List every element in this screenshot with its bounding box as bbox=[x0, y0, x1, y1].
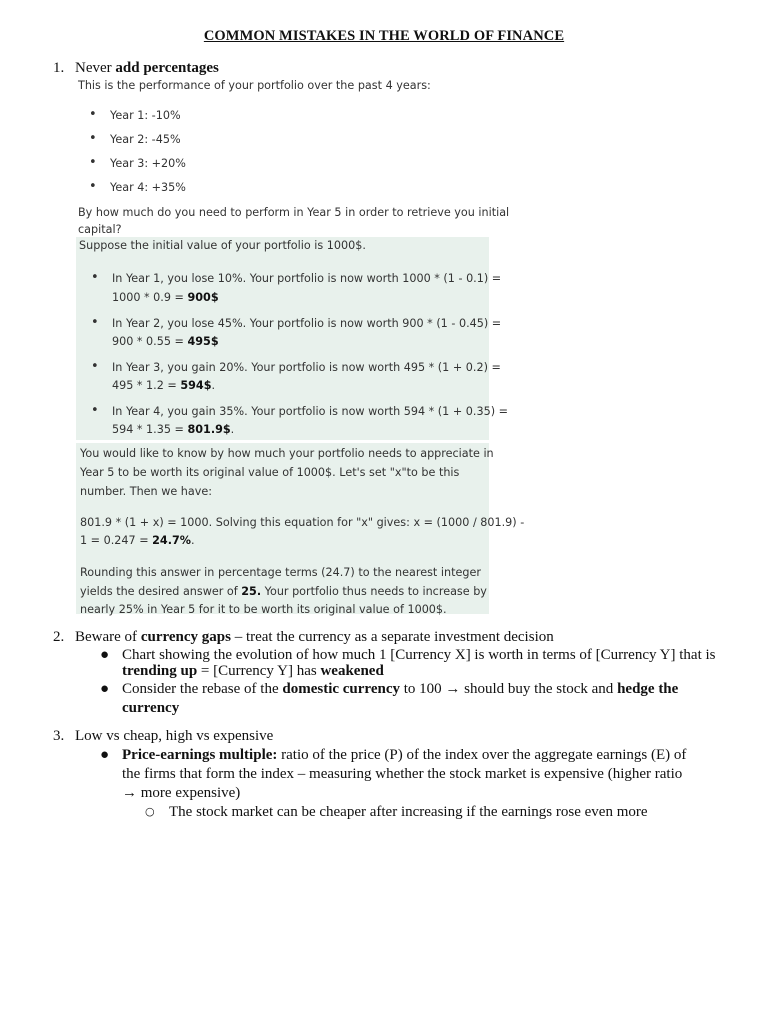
section-3-number: 3. bbox=[53, 728, 65, 744]
step-1-line-1: In Year 1, you lose 10%. Your portfolio is now worth 1000 * (1 - 0.1) = bbox=[112, 272, 502, 285]
section-2-number: 2. bbox=[53, 629, 65, 645]
year-2-item: Year 2: -45% bbox=[110, 133, 181, 146]
portfolio-intro: This is the performance of your portfolio over the past 4 years: bbox=[78, 79, 431, 92]
rounding-line-2: yields the desired answer of 25. Your portfolio thus needs to increase by bbox=[80, 585, 487, 598]
page-title: COMMON MISTAKES IN THE WORLD OF FINANCE bbox=[203, 28, 565, 44]
rounding-line-3: nearly 25% in Year 5 for it to be worth its original value of 1000$. bbox=[80, 603, 447, 616]
step-4-line-1: In Year 4, you gain 35%. Your portfolio is now worth 594 * (1 + 0.35) = bbox=[112, 405, 508, 418]
step-2-line-1: In Year 2, you lose 45%. Your portfolio is now worth 900 * (1 - 0.45) = bbox=[112, 317, 502, 330]
pe-multiple-line-1: Price-earnings multiple: ratio of the price (P) of the index over the aggregate earnings (E) of bbox=[122, 747, 687, 763]
year-4-item: Year 4: +35% bbox=[110, 181, 186, 194]
step-3-line-2: 495 * 1.2 = 594$. bbox=[112, 379, 216, 392]
step-3-line-1: In Year 3, you gain 20%. Your portfolio is now worth 495 * (1 + 0.2) = bbox=[112, 361, 501, 374]
question-line-1: By how much do you need to perform in Year 5 in order to retrieve you initial bbox=[78, 206, 510, 219]
bullet-dot: • bbox=[89, 155, 97, 170]
bullet-dot: • bbox=[91, 270, 99, 285]
section-3-heading: Low vs cheap, high vs expensive bbox=[75, 728, 274, 744]
rounding-line-1: Rounding this answer in percentage terms (24.7) to the nearest integer bbox=[80, 566, 481, 579]
bullet-dot: • bbox=[91, 315, 99, 330]
currency-chart-line-2: trending up = [Currency Y] has weakened bbox=[122, 663, 384, 679]
bullet-dot: • bbox=[89, 179, 97, 194]
sub-bullet-circle: ○ bbox=[145, 805, 155, 818]
bullet-dot: ● bbox=[100, 647, 110, 663]
section-2-heading: Beware of currency gaps – treat the currency as a separate investment decision bbox=[75, 629, 554, 645]
pe-multiple-line-2: the firms that form the index – measuring whether the stock market is expensive (higher ratio bbox=[122, 766, 683, 782]
paragraph-line: You would like to know by how much your portfolio needs to appreciate in bbox=[80, 447, 494, 460]
rebase-line-2: currency bbox=[122, 700, 180, 716]
rebase-line-1: Consider the rebase of the domestic currency to 100 → should buy the stock and hedge the bbox=[122, 681, 679, 697]
suppose-line: Suppose the initial value of your portfolio is 1000$. bbox=[79, 239, 366, 252]
equation-line-2: 1 = 0.247 = 24.7%. bbox=[80, 534, 195, 547]
step-2-line-2: 900 * 0.55 = 495$ bbox=[112, 335, 219, 348]
section-1-number: 1. bbox=[53, 60, 65, 76]
section-1-heading: Never add percentages bbox=[75, 60, 219, 76]
bullet-dot: • bbox=[89, 107, 97, 122]
year-1-item: Year 1: -10% bbox=[110, 109, 181, 122]
step-4-line-2: 594 * 1.35 = 801.9$. bbox=[112, 423, 235, 436]
paragraph-line: number. Then we have: bbox=[80, 485, 213, 498]
bullet-dot: • bbox=[91, 359, 99, 374]
question-line-2: capital? bbox=[78, 223, 122, 236]
bullet-dot: • bbox=[89, 131, 97, 146]
step-1-line-2: 1000 * 0.9 = 900$ bbox=[112, 291, 219, 304]
pe-multiple-line-3: → more expensive) bbox=[122, 785, 241, 801]
bullet-dot: ● bbox=[100, 747, 110, 763]
pe-sub-point: The stock market can be cheaper after increasing if the earnings rose even more bbox=[169, 804, 648, 820]
currency-chart-line-1: Chart showing the evolution of how much 1 [Currency X] is worth in terms of [Currency Y] that is bbox=[122, 647, 716, 663]
year-3-item: Year 3: +20% bbox=[110, 157, 186, 170]
equation-line-1: 801.9 * (1 + x) = 1000. Solving this equation for "x" gives: x = (1000 / 801.9) - bbox=[80, 516, 525, 529]
paragraph-line: Year 5 to be worth its original value of 1000$. Let's set "x"to be this bbox=[80, 466, 460, 479]
bullet-dot: • bbox=[91, 403, 99, 418]
bullet-dot: ● bbox=[100, 681, 110, 697]
